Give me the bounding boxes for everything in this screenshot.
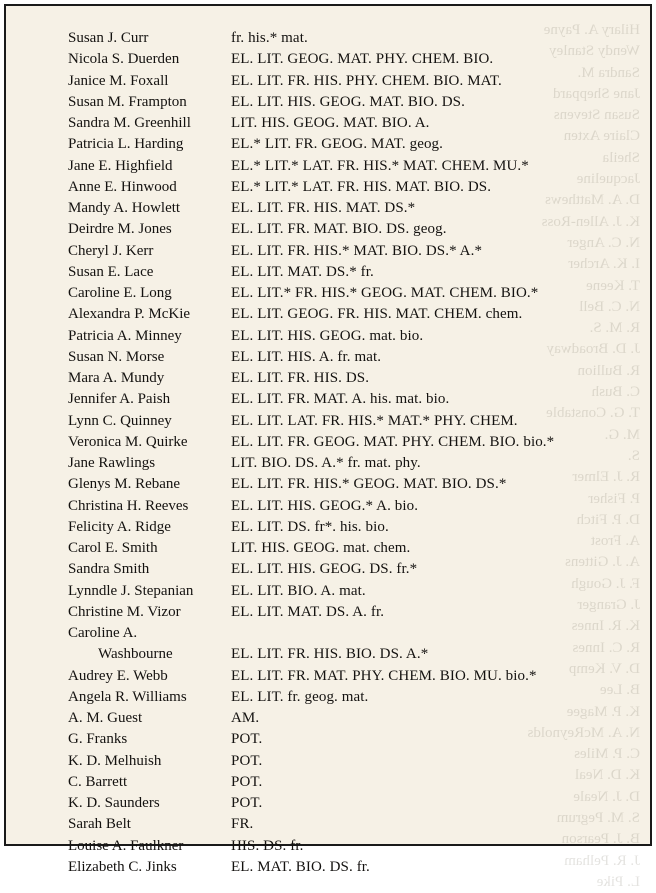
student-name: C. Barrett [68,773,128,790]
student-name: Mandy A. Howlett [68,200,181,216]
bleed-through-line: B. J. Pearson [561,831,640,848]
subject-results: EL. MAT. BIO. DS. fr. [231,858,370,875]
bleed-through-line: T. Keene [586,277,640,294]
subject-results: AM. [231,710,260,726]
bleed-through-line: N. C. Anger [567,234,640,251]
student-name: Jennifer A. Paish [68,391,171,408]
subject-results: POT. [231,773,263,790]
student-name: K. D. Melhuish [68,752,162,769]
subject-results: EL.* LIT. FR. GEOG. MAT. geog. [231,136,444,153]
bleed-through-line: P. Fisher [588,490,640,507]
bleed-through-line: B. Lee [600,682,640,699]
subject-results: POT. [231,731,263,748]
subject-results: EL. LIT. fr. geog. mat. [231,688,369,705]
student-name: Jane E. Highfield [68,157,173,174]
bleed-through-line: Jacqueline [576,171,640,188]
bleed-through-line: A. Frost [590,533,640,550]
bleed-through-line: C. P. Miles [574,746,640,763]
student-name: Caroline A. [68,625,138,641]
bleed-through-line: R. M. S. [589,320,640,337]
bleed-through-line: D. A. Matthews [545,192,640,209]
bleed-through-line: M. G. [604,426,640,443]
bleed-through-line: K. R. Innes [571,618,640,635]
bleed-through-line: K. D. Neal [575,767,640,784]
bleed-through-line: Sandra M. [577,64,640,81]
student-name: Cheryl J. Kerr [68,242,154,259]
student-name: Audrey E. Webb [68,667,168,684]
subject-results: EL. LIT. DS. fr*. his. bio. [231,518,389,535]
subject-results: EL. LIT. HIS. A. fr. mat. [231,348,382,365]
bleed-through-line: Claire Axten [563,128,640,145]
subject-results: EL. LIT. GEOG. FR. HIS. MAT. CHEM. chem. [231,306,523,323]
subject-results: LIT. HIS. GEOG. mat. chem. [231,540,411,556]
subject-results: EL. LIT. HIS. GEOG. MAT. BIO. DS. [231,93,465,110]
bleed-through-line: Susan Stevens [553,107,640,124]
bleed-through-line: J. R. Pelham [564,852,640,869]
bleed-through-line: K. J. Allen-Ross [541,213,640,230]
subject-results: EL. LIT. FR. HIS. BIO. DS. A.* [231,646,429,663]
student-name: Patricia A. Minney [68,327,182,344]
bleed-through-line: Hilary A. Payne [543,22,640,38]
subject-results: LIT. HIS. GEOG. MAT. BIO. A. [231,115,430,131]
bleed-through-line: R. C. Innes [572,639,640,656]
bleed-through-line: S. [627,447,640,464]
student-name: Glenys M. Rebane [68,476,181,493]
bleed-through-line: R. Bullion [577,362,640,379]
student-name: K. D. Saunders [68,795,160,811]
student-name: Deirdre M. Jones [68,221,172,238]
subject-results: EL. LIT. HIS. GEOG. mat. bio. [231,327,424,344]
bleed-through-line: D. J. Neale [573,788,640,805]
bleed-through-line: C. Bush [591,384,640,401]
subject-results: EL. LIT. FR. HIS.* GEOG. MAT. BIO. DS.* [231,476,507,493]
student-name: Christina H. Reeves [68,497,189,514]
subject-results: EL. LIT. BIO. A. mat. [231,582,366,599]
student-name: Sandra Smith [68,561,150,578]
subject-results: EL. LIT. FR. HIS. MAT. DS.* [231,200,416,216]
student-name: Lynndle J. Stepanian [68,582,194,599]
subject-results: EL. LIT.* FR. HIS.* GEOG. MAT. CHEM. BIO.* [231,285,539,301]
bleed-through-line: F. J. Gough [571,575,640,592]
bleed-through-line: J. Granger [577,597,640,614]
bleed-through-line: D. P. Fitch [576,511,640,528]
student-name: Christine M. Vizor [68,603,181,620]
subject-results: fr. his.* mat. [231,30,308,46]
subject-results: EL. LIT. LAT. FR. HIS.* MAT.* PHY. CHEM. [231,412,518,429]
subject-results: EL. LIT. FR. MAT. A. his. mat. bio. [231,391,450,408]
student-name: Sarah Belt [68,816,131,833]
student-name: Susan E. Lace [68,263,154,280]
subject-results: EL. LIT. FR. HIS. PHY. CHEM. BIO. MAT. [231,72,502,89]
bleed-through-line: S. M. Pegrum [556,809,640,826]
student-name: G. Franks [68,731,128,748]
student-name: Elizabeth C. Jinks [68,858,177,875]
student-name: Felicity A. Ridge [68,518,171,535]
subject-results: FR. [231,816,254,833]
student-name: Alexandra P. McKie [68,306,191,323]
student-name: Mara A. Mundy [68,370,165,386]
student-name: Susan M. Frampton [68,93,187,110]
bleed-through-line: T. G. Constable [546,405,640,422]
document-page [4,4,652,890]
bleed-through-line: Wendy Stanley [549,43,640,60]
subject-results: EL. LIT. HIS. GEOG.* A. bio. [231,497,419,514]
subject-results: EL. LIT. HIS. GEOG. DS. fr.* [231,561,418,578]
student-name: Angela R. Williams [68,688,187,705]
student-name: Sandra M. Greenhill [68,115,191,131]
subject-results: POT. [231,752,263,769]
bleed-through-line: Sheila [602,149,640,166]
student-name: Jane Rawlings [68,455,156,471]
bleed-through-line: Jane Sheppard [552,85,640,102]
student-name: Louise A. Faulkner [68,837,184,854]
student-name: Susan J. Curr [68,30,149,46]
bleed-through-line: K. P. Magee [566,703,640,720]
subject-results: HIS. DS. fr. [231,837,304,854]
student-name: Patricia L. Harding [68,136,184,153]
bleed-through-line: D. V. Kemp [568,660,640,677]
subject-results: EL. LIT. FR. HIS. DS. [231,370,370,386]
bleed-through-line: N. A. McReynolds [527,724,640,741]
student-name: Lynn C. Quinney [68,412,172,429]
student-name: Nicola S. Duerden [68,51,180,68]
student-name: Caroline E. Long [68,285,172,301]
student-name: Veronica M. Quirke [68,433,188,450]
subject-results: EL. LIT. FR. HIS.* MAT. BIO. DS.* A.* [231,242,483,259]
subject-results: EL. LIT. FR. GEOG. MAT. PHY. CHEM. BIO. bio.* [231,433,555,450]
student-name: Anne E. Hinwood [68,178,177,195]
student-name: Susan N. Morse [68,348,165,365]
subject-results: EL. LIT. MAT. DS. A. fr. [231,603,385,620]
subject-results: POT. [231,795,263,811]
student-name: Janice M. Foxall [68,72,169,89]
subject-results: EL. LIT. FR. MAT. PHY. CHEM. BIO. MU. bio.* [231,667,537,684]
subject-results: EL.* LIT.* LAT. FR. HIS. MAT. BIO. DS. [231,178,492,195]
subject-results: EL. LIT. FR. MAT. BIO. DS. geog. [231,221,447,238]
bleed-through-line: R. J. Elmer [572,469,640,486]
bleed-through-line: J. D. Broadway [546,341,640,358]
student-name: Washbourne [98,646,173,663]
student-name: A. M. Guest [68,710,143,726]
student-name: Carol E. Smith [68,540,158,556]
subject-results: EL. LIT. MAT. DS.* fr. [231,263,374,280]
bleed-through-line: A. J. Gittens [565,554,640,571]
subject-results: EL.* LIT.* LAT. FR. HIS.* MAT. CHEM. MU.* [231,157,529,174]
subject-results: EL. LIT. GEOG. MAT. PHY. CHEM. BIO. [231,51,494,68]
bleed-through-line: I. K. Archer [568,256,640,273]
subject-results: LIT. BIO. DS. A.* fr. mat. phy. [231,455,421,471]
bleed-through-line: N. C. Bell [579,298,640,315]
bleed-through-line: L. Pike [596,873,640,890]
